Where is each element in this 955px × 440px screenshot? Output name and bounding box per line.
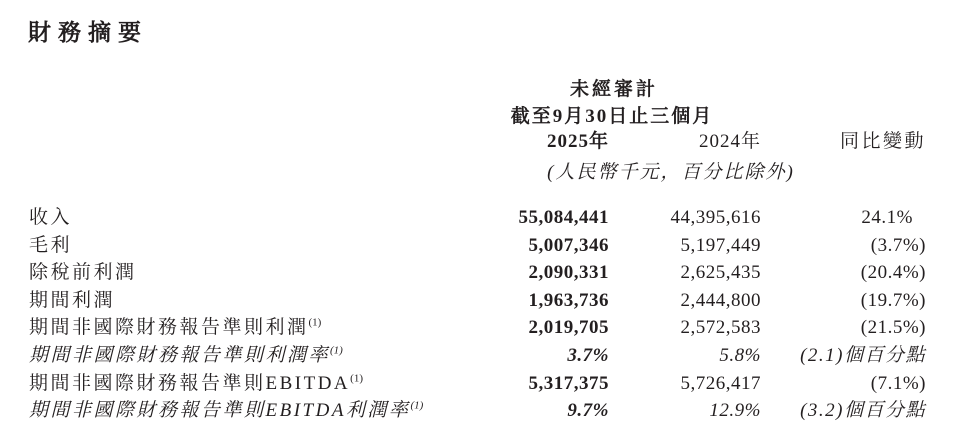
column-header-2024: 2024年: [698, 131, 761, 152]
row-label: 期間非國際財務報告準則EBITDA$^{(1)}$: [29, 372, 363, 394]
value-yoy-change: (21.5%): [860, 317, 926, 339]
value-yoy-change: (19.7%): [860, 289, 926, 311]
value-2024: 5.8%: [719, 344, 761, 366]
value-yoy-change: (2.1)個百分點: [800, 344, 926, 366]
page-title: 財務摘要: [28, 19, 148, 45]
currency-unit-note: (人民幣千元，百分比除外): [547, 162, 795, 183]
row-label: 毛利: [29, 234, 73, 256]
value-yoy-change: (20.4%): [860, 262, 926, 284]
table-row-non-ifrs-ebitda: [29, 370, 926, 398]
value-2025: 5,317,375: [528, 372, 609, 394]
row-label: 除稅前利潤: [29, 262, 137, 284]
footnote-marker: (1): [350, 372, 363, 385]
table-row-revenue: [29, 204, 926, 232]
value-2024: 5,726,417: [680, 372, 761, 394]
table-row-profit-for-period: [29, 287, 926, 315]
column-header-yoy-change: 同比變動: [839, 131, 926, 152]
value-2025: 3.7%: [567, 344, 609, 366]
footnote-marker: (1): [308, 317, 322, 330]
column-header-2025: 2025年: [546, 131, 609, 152]
value-yoy-change: (3.7%): [870, 234, 926, 256]
row-label: 收入: [29, 207, 73, 228]
column-header-spacer: [29, 130, 469, 154]
footnote-marker: (1): [330, 344, 343, 357]
row-label: 期間利潤: [29, 289, 116, 311]
value-2025: 2,019,705: [528, 317, 609, 339]
value-2025: 2,090,331: [528, 262, 609, 284]
value-2025: 55,084,441: [518, 207, 609, 228]
value-2025: 5,007,346: [528, 234, 609, 256]
value-2025: 9.7%: [567, 400, 609, 422]
value-2024: 2,572,583: [680, 317, 761, 339]
value-2024: 2,625,435: [680, 262, 761, 284]
table-row-gross-profit: [29, 232, 926, 260]
value-2025: 1,963,736: [528, 289, 609, 311]
value-yoy-change: (3.2)個百分點: [800, 400, 926, 422]
value-yoy-change: (7.1%): [870, 372, 926, 394]
value-2024: 2,444,800: [680, 289, 761, 311]
table-row-non-ifrs-profit: [29, 314, 926, 342]
summary-table: [29, 204, 926, 425]
header-unaudited: 未經審計: [569, 79, 659, 100]
value-yoy-change: 24.1%: [861, 207, 913, 228]
value-2024: 44,395,616: [670, 207, 761, 228]
column-headers: [29, 130, 926, 154]
row-label: 期間非國際財務報告準則利潤$^{(1)}$: [29, 317, 322, 339]
table-row-profit-before-tax: [29, 259, 926, 287]
row-label: 期間非國際財務報告準則EBITDA利潤率$^{(1)}$: [29, 399, 424, 422]
row-label: 期間非國際財務報告準則利潤率$^{(1)}$: [29, 344, 343, 366]
value-2024: 5,197,449: [680, 234, 761, 256]
footnote-marker: (1): [410, 399, 424, 412]
header-period: 截至9月30日止三個月: [510, 106, 714, 127]
table-row-non-ifrs-profit-margin: [29, 342, 926, 370]
table-row-non-ifrs-ebitda-margin: [29, 397, 926, 425]
value-2024: 12.9%: [709, 400, 761, 422]
